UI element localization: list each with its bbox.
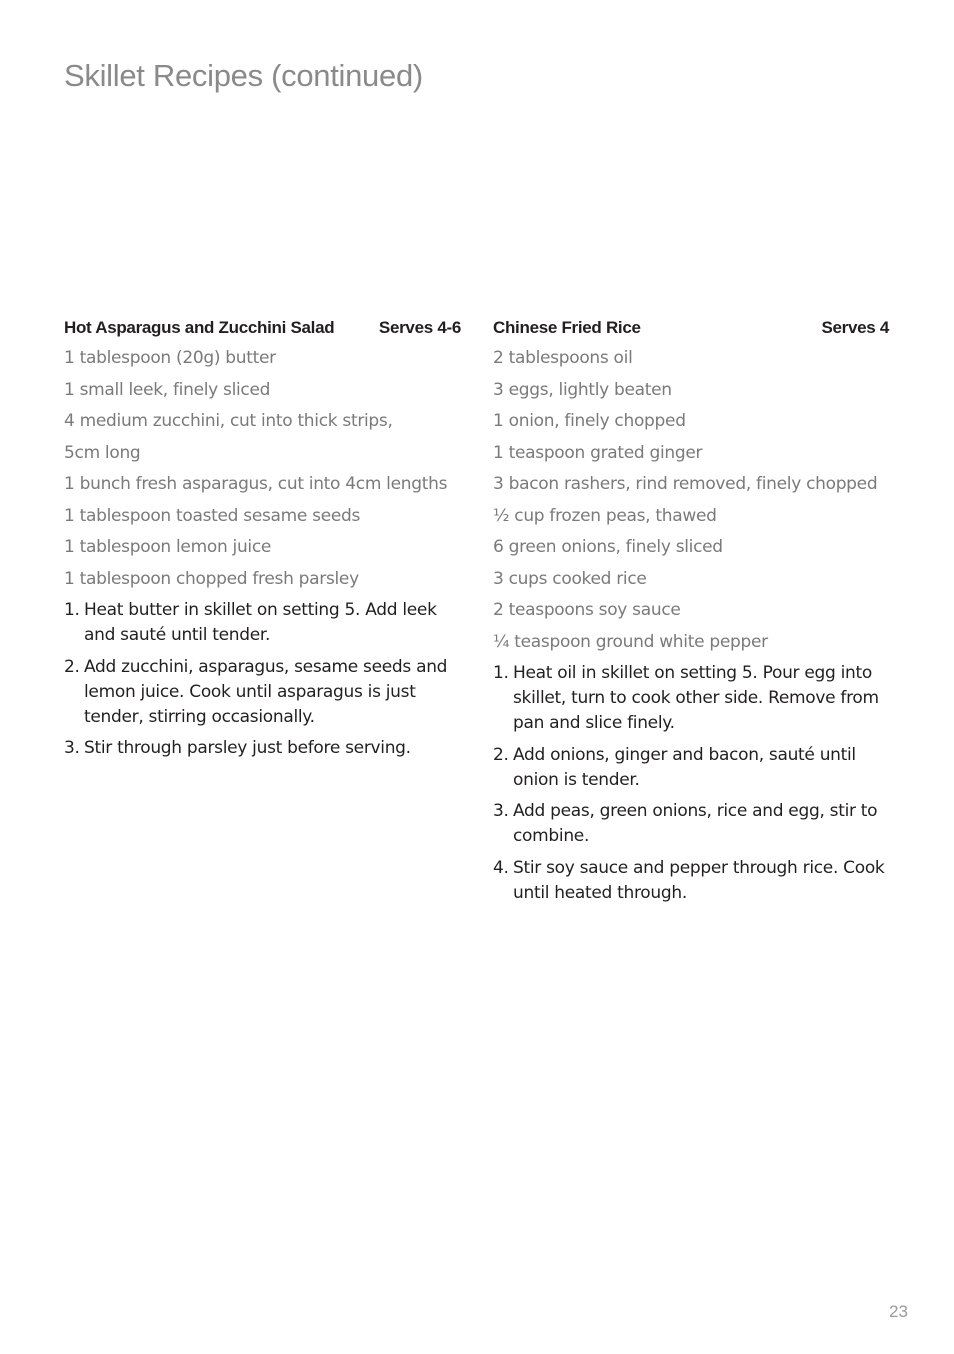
- recipe-header: [64, 318, 461, 344]
- step-number: 1.: [493, 663, 509, 683]
- method-step: [493, 743, 889, 793]
- page-title: Skillet Recipes (continued): [64, 58, 423, 93]
- step-number: 4.: [493, 857, 509, 878]
- ingredient-item: 1 small leek, finely sliced: [64, 379, 271, 400]
- ingredient-item: 6 green onions, finely sliced: [493, 537, 723, 557]
- recipe-title: Chinese Fried Rice: [493, 318, 641, 337]
- ingredient-item: 1 teaspoon grated ginger: [493, 442, 703, 463]
- method-step: [493, 856, 889, 906]
- ingredient-item: 1 tablespoon toasted sesame seeds: [64, 505, 361, 526]
- method-step: [64, 736, 461, 761]
- page-number: 23: [889, 1302, 908, 1321]
- recipe-hot-asparagus-zucchini-salad: [64, 318, 461, 768]
- ingredient-item: 1 tablespoon lemon juice: [64, 537, 272, 557]
- ingredient-item: ½ cup frozen peas, thawed: [493, 505, 717, 526]
- ingredient-item: 1 onion, finely chopped: [493, 411, 686, 431]
- method-step: [64, 655, 461, 730]
- ingredient-item: 3 cups cooked rice: [493, 568, 647, 589]
- step-text: Stir through parsley just before serving.: [84, 738, 411, 758]
- ingredient-item: 3 bacon rashers, rind removed, finely chopped: [493, 474, 878, 494]
- ingredients-list: [64, 346, 461, 592]
- step-text: Add zucchini, asparagus, sesame seeds and lemon juice. Cook until asparagus is just tender, stirring occasionally.: [84, 656, 448, 727]
- ingredient-item: 2 tablespoons oil: [493, 348, 633, 368]
- step-number: 2.: [64, 656, 80, 677]
- method-step: [64, 598, 461, 648]
- method-steps: [493, 661, 889, 906]
- recipe-serves: Serves 4-6: [378, 318, 461, 337]
- ingredient-item: 2 teaspoons soy sauce: [493, 600, 681, 620]
- ingredient-item: 4 medium zucchini, cut into thick strips,: [64, 411, 393, 431]
- recipe-serves: Serves 4: [821, 318, 889, 337]
- step-text: Add onions, ginger and bacon, sauté until onion is tender.: [513, 744, 856, 790]
- ingredient-item: 5cm long: [64, 442, 141, 463]
- step-text: Stir soy sauce and pepper through rice. Cook until heated through.: [513, 857, 885, 903]
- step-number: 2.: [493, 744, 509, 765]
- ingredient-item: 3 eggs, lightly beaten: [493, 379, 672, 400]
- step-number: 1.: [64, 600, 80, 620]
- ingredient-item: 1 tablespoon (20g) butter: [64, 348, 276, 368]
- recipe-chinese-fried-rice: [493, 318, 889, 912]
- step-text: Heat butter in skillet on setting 5. Add leek and sauté until tender.: [84, 600, 437, 645]
- method-step: [493, 799, 889, 849]
- step-text: Heat oil in skillet on setting 5. Pour egg into skillet, turn to cook other side. Remove from pan and slice finely.: [513, 663, 879, 733]
- step-number: 3.: [64, 738, 80, 758]
- ingredient-item: 1 tablespoon chopped fresh parsley: [64, 568, 359, 589]
- method-steps: [64, 598, 461, 761]
- recipe-header: [493, 318, 889, 344]
- step-text: Add peas, green onions, rice and egg, stir to combine.: [513, 801, 878, 846]
- method-step: [493, 661, 889, 736]
- step-number: 3.: [493, 801, 509, 821]
- recipe-title: Hot Asparagus and Zucchini Salad: [64, 318, 335, 337]
- ingredients-list: [493, 346, 889, 655]
- ingredient-item: 1 bunch fresh asparagus, cut into 4cm lengths: [64, 474, 448, 494]
- ingredient-item: ¼ teaspoon ground white pepper: [493, 631, 768, 652]
